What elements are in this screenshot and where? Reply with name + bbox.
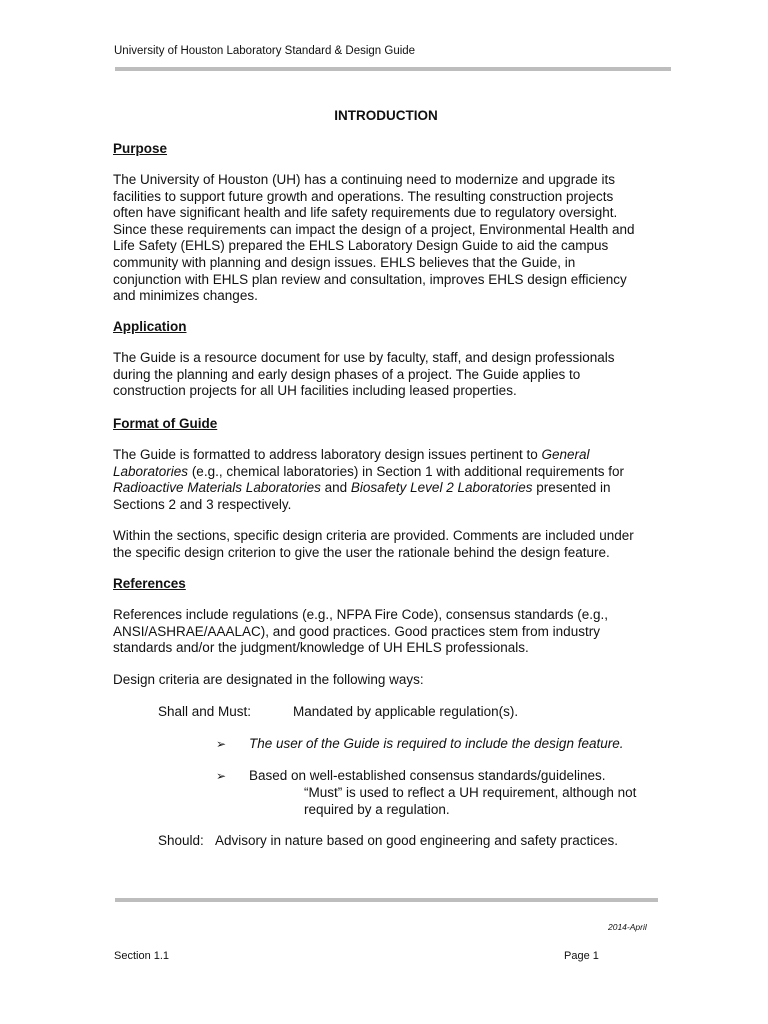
text-line: Within the sections, specific design criteria are provided. Comments are included under bbox=[113, 528, 634, 543]
header-rule bbox=[115, 67, 671, 71]
italic-run: Laboratories bbox=[113, 463, 189, 479]
running-header: University of Houston Laboratory Standard & Design Guide bbox=[114, 45, 416, 57]
text-line: conjunction with EHLS plan review and consultation, improves EHLS design efficiency bbox=[113, 271, 627, 287]
text-line: and minimizes changes. bbox=[113, 288, 258, 304]
text-line bbox=[113, 480, 673, 497]
shall-must-term: Shall and Must: bbox=[158, 704, 252, 719]
purpose-paragraph bbox=[113, 172, 673, 305]
text-line: The Guide is a resource document for use by faculty, staff, and design professionals bbox=[113, 350, 615, 365]
text-run: and bbox=[320, 480, 351, 496]
text-run: The Guide is formatted to address laboratory design issues pertinent to bbox=[113, 447, 542, 462]
text-line: ANSI/ASHRAE/AAALAC), and good practices. Good practices stem from industry bbox=[113, 623, 600, 639]
format-paragraph-1 bbox=[113, 447, 673, 513]
must-explanation-line: “Must” is used to reflect a UH requirement, although not bbox=[304, 785, 637, 800]
text-line bbox=[113, 447, 673, 464]
text-line: References include regulations (e.g., NFPA Fire Code), consensus standards (e.g., bbox=[113, 607, 608, 622]
bullet-item-2: Based on well-established consensus standards/guidelines. bbox=[249, 768, 606, 783]
shall-must-definition: Mandated by applicable regulation(s). bbox=[293, 704, 519, 719]
text-line: during the planning and early design phases of a project. The Guide applies to bbox=[113, 366, 581, 382]
text-line: Life Safety (EHLS) prepared the EHLS Laboratory Design Guide to aid the campus bbox=[113, 238, 609, 254]
text-line: often have significant health and life safety requirements due to regulatory oversight. bbox=[113, 205, 618, 221]
page-title: INTRODUCTION bbox=[334, 108, 438, 123]
text-line: facilities to support future growth and operations. The resulting construction projects bbox=[113, 188, 614, 204]
italic-run: Biosafety Level 2 Laboratories bbox=[350, 480, 533, 496]
italic-run: General bbox=[541, 447, 590, 462]
text-line bbox=[113, 464, 673, 481]
text-line: community with planning and design issues. EHLS believes that the Guide, in bbox=[113, 254, 576, 270]
application-paragraph bbox=[113, 350, 673, 400]
text-run: presented in bbox=[532, 480, 611, 496]
page-number: Page 1 bbox=[564, 950, 599, 962]
section-number: Section 1.1 bbox=[114, 950, 170, 962]
text-line: The University of Houston (UH) has a continuing need to modernize and upgrade its bbox=[113, 172, 616, 187]
application-heading: Application bbox=[113, 319, 187, 334]
must-explanation-line: required by a regulation. bbox=[304, 802, 450, 817]
arrow-bullet-icon: ➢ bbox=[216, 737, 227, 751]
designated-paragraph: Design criteria are designated in the following ways: bbox=[113, 672, 424, 687]
text-line: Sections 2 and 3 respectively. bbox=[113, 496, 292, 512]
text-line: standards and/or the judgment/knowledge of UH EHLS professionals. bbox=[113, 640, 529, 656]
text-line: the specific design criterion to give the user the rationale behind the design feature. bbox=[113, 544, 610, 560]
text-run: (e.g., chemical laboratories) in Section 1 with additional requirements for bbox=[188, 463, 625, 479]
references-heading: References bbox=[113, 576, 186, 591]
footer-rule bbox=[115, 898, 658, 902]
text-line: construction projects for all UH facilities including leased properties. bbox=[113, 383, 517, 399]
format-heading: Format of Guide bbox=[113, 416, 218, 431]
italic-run: Radioactive Materials Laboratories bbox=[113, 480, 321, 496]
bullet-item-1: The user of the Guide is required to include the design feature. bbox=[249, 736, 624, 751]
purpose-heading: Purpose bbox=[113, 141, 168, 156]
revision-date: 2014-April bbox=[608, 922, 647, 932]
text-line: Since these requirements can impact the design of a project, Environmental Health and bbox=[113, 221, 635, 237]
arrow-bullet-icon: ➢ bbox=[216, 769, 227, 783]
should-definition: Advisory in nature based on good engineering and safety practices. bbox=[215, 833, 619, 848]
format-paragraph-2 bbox=[113, 528, 673, 561]
references-paragraph bbox=[113, 607, 673, 657]
should-term: Should: bbox=[158, 833, 204, 848]
